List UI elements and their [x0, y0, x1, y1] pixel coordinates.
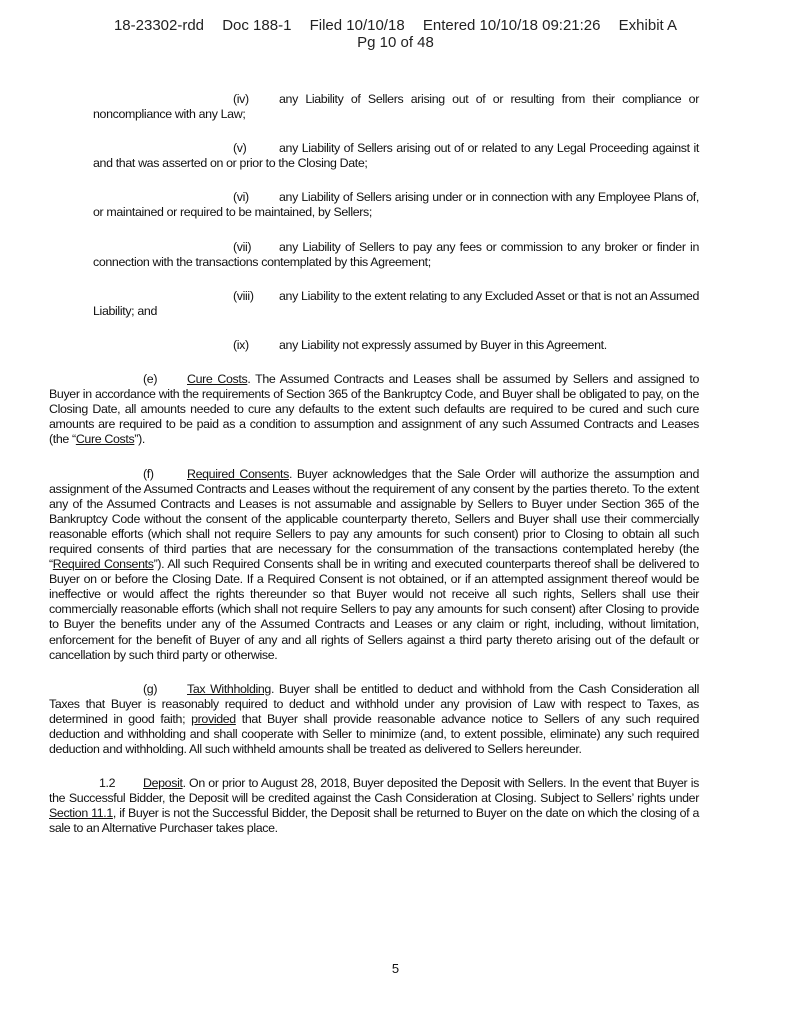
- section-text: . Buyer acknowledges that the Sale Order will authorize the assumption and assignment of the Assumed Contracts and Leases without the requirement of any consent by the parties thereto. To the extent any of the Assumed Contracts and Leases is not assumable and assignable by Sellers to Buyer under Section 365 of the Bankruptcy Code without the consent of the applicable counterparty thereto, Sellers and Buyer shall use their commercially reasonable efforts (which shall not require Sellers to pay any amounts for such consent) prior to Closing to obtain all such required consents of third parties that are necessary for the consummation of the transactions contemplated hereby (the “: [49, 466, 699, 572]
- defined-term: provided: [191, 711, 236, 726]
- section-e: [49, 372, 699, 447]
- item-text: any Liability of Sellers arising out of or related to any Legal Proceeding against it and that was asserted on or prior to the Closing Date;: [93, 141, 699, 171]
- section-label: (e): [143, 372, 158, 387]
- item-text: any Liability of Sellers to pay any fees or commission to any broker or finder in connection with the transactions contemplated by this Agreement;: [93, 239, 699, 269]
- item-label: (viii): [233, 288, 254, 303]
- section-title: Deposit: [143, 776, 183, 791]
- item-label: (iv): [233, 92, 249, 106]
- section-title: Cure Costs: [187, 372, 248, 387]
- doc-number: Doc 188-1: [222, 17, 292, 34]
- section-text: . The Assumed Contracts and Leases shall be assumed by Sellers and assigned to Buyer in accordance with the requirements of Section 365 of the Bankruptcy Code, and Buyer shall be obligated to pay, on the Closing Date, all amounts needed to cure any defaults to the extent such defaults are required to be cured and such cure amounts are required to be paid as a condition to assumption and assignment of any such Assumed Contracts and Leases (the “: [49, 372, 699, 447]
- page-number: 5: [391, 961, 400, 976]
- case-number: 18-23302-rdd: [113, 17, 205, 34]
- item-text: any Liability to the extent relating to any Excluded Asset or that is not an Assumed Liability; and: [93, 288, 699, 318]
- section-title: Required Consents: [187, 466, 289, 481]
- section-f: [49, 467, 699, 663]
- item-text: any Liability of Sellers arising out of or resulting from their compliance or noncompliance with any Law;: [93, 92, 699, 122]
- section-text: . Buyer shall be entitled to deduct and withhold from the Cash Consideration all Taxes that Buyer is reasonably required to deduct and withhold under any provision of Law with respect to Taxes, as determined in good faith;: [49, 681, 699, 726]
- item-label: (v): [233, 141, 247, 156]
- page-count: Pg 10 of 48: [357, 34, 434, 51]
- list-item: [93, 141, 699, 171]
- list-item: [93, 92, 699, 122]
- section-text: . On or prior to August 28, 2018, Buyer deposited the Deposit with Sellers. In the event that Buyer is the Successful Bidder, the Deposit will be credited against the Cash Consideration at Closing. Subject to Sellers’ rights under: [49, 776, 699, 806]
- filing-header: [0, 17, 791, 51]
- exhibit-label: Exhibit A: [618, 17, 678, 34]
- section-1-2: [49, 776, 699, 836]
- section-label: (g): [143, 681, 158, 696]
- section-text: that Buyer shall provide reasonable advance notice to Sellers of any such required deduction and withholding and shall cooperate with Seller to minimize (and, to extent possible, eliminate) any such required deduction and withholding. All such withheld amounts shall be treated as delivered to Sellers hereunder.: [49, 711, 700, 757]
- item-label: (vii): [233, 239, 252, 254]
- entered-date: Entered 10/10/18 09:21:26: [422, 17, 601, 34]
- section-text: ”).: [134, 432, 145, 447]
- section-g: [49, 682, 699, 757]
- section-text: ”). All such Required Consents shall be in writing and executed counterparts thereof shall be delivered to Buyer on or before the Closing Date. If a Required Consent is not obtained, or if an attempted assignment thereof would be ineffective or would affect the rights thereunder so that Buyer would not receive all such rights, Sellers shall use their commercially reasonable efforts (which shall not require Sellers to pay any amounts for such consent) after Closing to provide to Buyer the benefits under any of the Assumed Contracts and Leases or any claim or right, including, without limitation, enforcement for the benefit of Buyer of any and all rights of Sellers against a third party thereto arising out of the default or cancellation by such third party or otherwise.: [49, 557, 700, 662]
- list-item: [93, 289, 699, 319]
- list-item: [93, 338, 699, 353]
- document-body: [49, 92, 700, 856]
- item-text: any Liability not expressly assumed by Buyer in this Agreement.: [279, 337, 607, 352]
- section-title: Tax Withholding: [187, 681, 271, 696]
- item-label: (ix): [233, 337, 249, 352]
- filed-date: Filed 10/10/18: [309, 17, 405, 34]
- list-item: [93, 240, 699, 270]
- defined-term: Cure Costs: [75, 432, 135, 447]
- filing-header-line1: [0, 17, 791, 34]
- defined-term: Required Consents: [52, 557, 154, 572]
- item-label: (vi): [233, 190, 249, 205]
- section-label: 1.2: [99, 776, 116, 791]
- list-item: [93, 190, 699, 220]
- section-reference: Section 11.1: [49, 806, 113, 821]
- item-text: any Liability of Sellers arising under or in connection with any Employee Plans of, or maintained or required to be maintained, by Sellers;: [93, 190, 699, 220]
- section-label: (f): [143, 466, 154, 481]
- section-text: , if Buyer is not the Successful Bidder, the Deposit shall be returned to Buyer on the date on which the closing of a sale to an Alternative Purchaser takes place.: [49, 806, 699, 836]
